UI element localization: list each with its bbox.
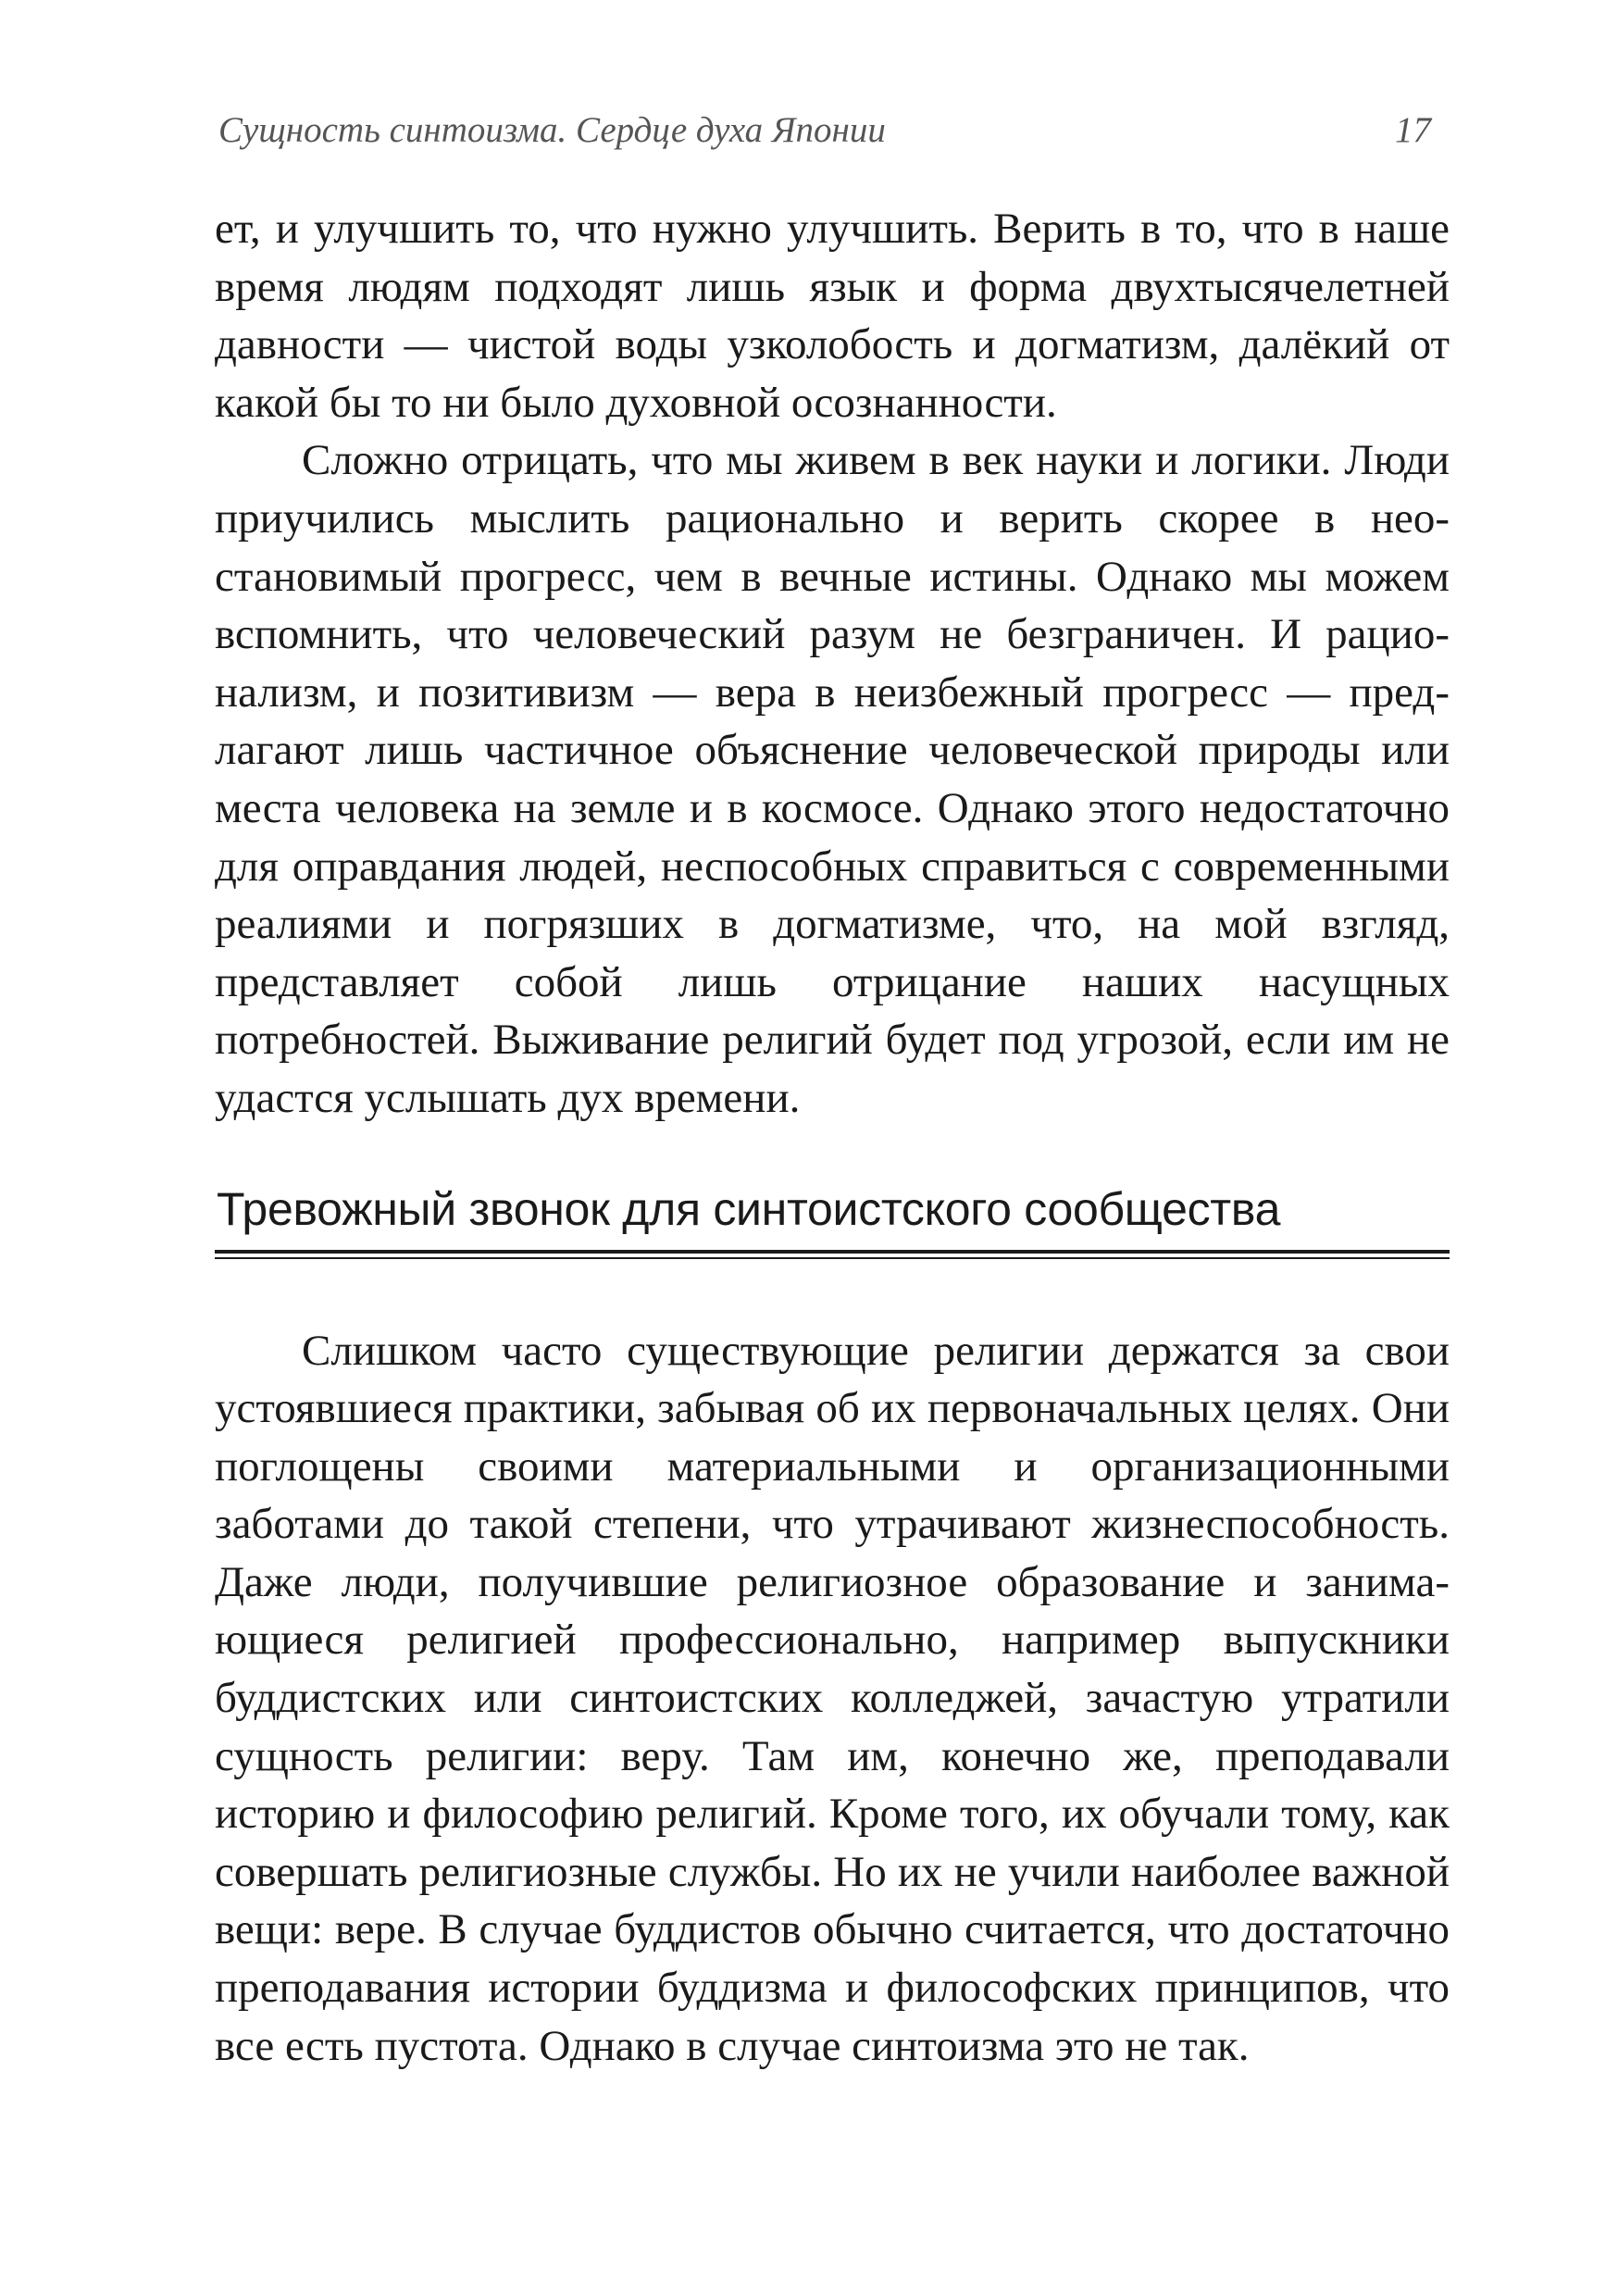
section-heading [215,1181,1450,1259]
section-body [215,1287,1450,2076]
running-header [215,109,1450,176]
page-number: 17 [1395,110,1431,150]
paragraph-religions: Слишком часто существующие религии держатся за свои устоявшиеся практики, забывая об их первоначальных целях. Они поглощены своими материальными и организационными заботами до такой степени, что утрачивают жизнеспособность. Даже люди, получившие религиозное образование и занимающиеся религией профессионально, например выпускники буддистских или синтоистских колледжей, зачастую утратили сущность религии: веру. Там им, конечно же, преподавали историю и философию религий. Кроме того, их обучали тому, как совершать религиозные службы. Но их не учили наиболее важной вещи: вере. В случае буддистов обычно считается, что достаточно преподавания истории буддизма и философских принципов, что все есть пустота. Однако в случае синтоизма это не так. [215,1326,1450,2070]
paragraph-science-logic: Сложно отрицать, что мы живем в век науки и логики. Люди приучились мыслить рационально и верить скорее в неостановимый прогресс, чем в вечные истины. Однако мы можем вспомнить, что человеческий разум не безграничен. И рационализм, и позитивизм — вера в неизбежный прогресс — предлагают лишь частичное объяснение человеческой природы или места человека на земле и в космосе. Однако этого недостаточно для оправдания людей, неспособных справиться с современными реалиями и погрязших в догматизме, что, на мой взгляд, представляет собой лишь отрицание наших насущных потребностей. Выживание религий будет под угрозой, если им не удастся услышать дух времени. [215,436,1450,1122]
book-page [215,109,1450,2183]
heading-rule-thin [215,1257,1450,1259]
paragraph-continued: ет, и улучшить то, что нужно улучшить. Верить в то, что в наше время людям подходят лишь язык и форма двухтысячелетней давности — чистой воды узколобость и догматизм, далёкий от какой бы то ни было духовной осознанности. [215,205,1450,427]
running-title: Сущность синтоизма. Сердце духа Японии [218,110,886,150]
section-title: Тревожный звонок для синтоистского сообщества [217,1182,1281,1235]
